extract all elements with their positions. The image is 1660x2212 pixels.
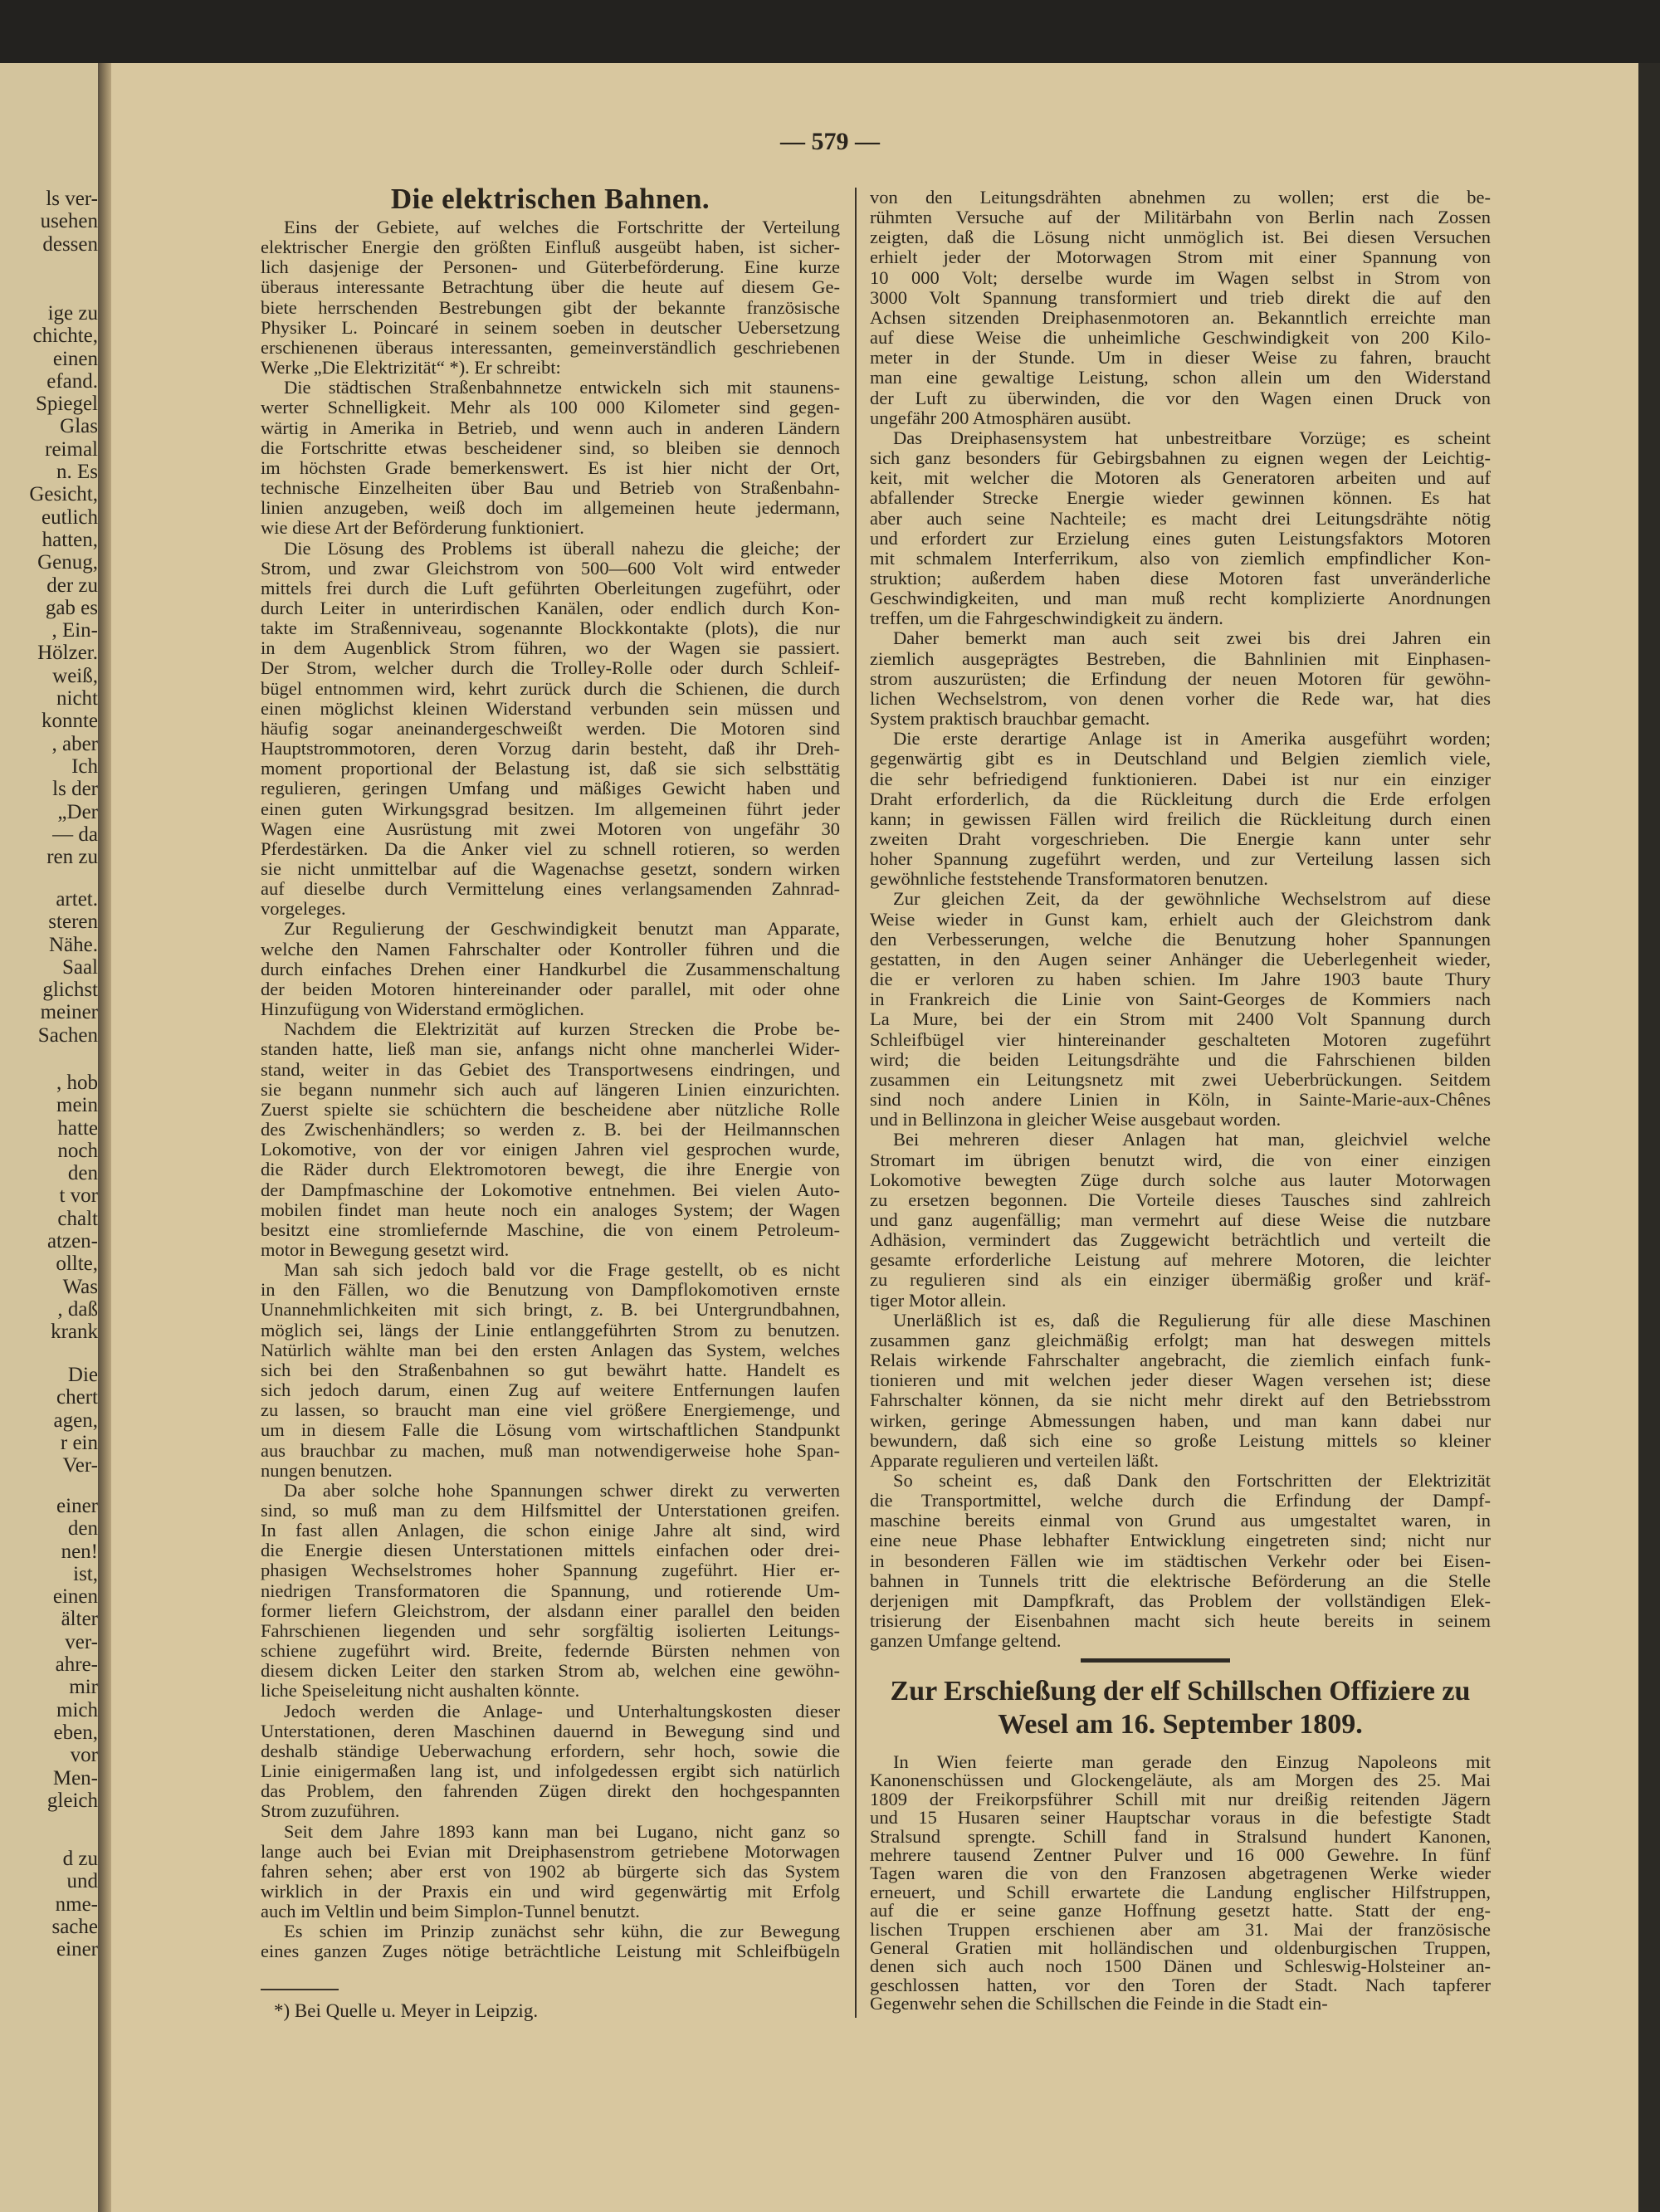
fragment-line: den <box>67 1517 98 1541</box>
text-line: wirken, geringe Abmessungen haben, und man kann dabei nur <box>870 1409 1491 1431</box>
text-line: und 15 Husaren seiner Hauptschar voraus in die befestigte Stadt <box>870 1807 1491 1829</box>
text-line: wird; die beiden Leitungsdrähte und die Fahrschienen bilden <box>870 1048 1491 1070</box>
text-line: wirklich in der Praxis ein und wird gegenwärtig mit Erfolg <box>261 1880 840 1902</box>
text-line: das Problem, den fahrenden Zügen direkt den hochgespannten <box>261 1780 840 1802</box>
fragment-line: Glas <box>60 415 98 438</box>
fragment-line: einer <box>56 1938 98 1961</box>
text-line: linien anzugeben, weiß doch im allgemeinen heute jedermann, <box>261 497 840 519</box>
text-line: kann; in gewissen Fällen wird freilich die Rückleitung durch einen <box>870 808 1491 829</box>
text-line: niedrigen Transformatoren die Spannung, und rotierende Um- <box>261 1580 840 1601</box>
fragment-line: mich <box>56 1698 98 1721</box>
text-line: Jedoch werden die Anlage- und Unterhaltungskosten dieser <box>284 1700 840 1721</box>
article-separator <box>1081 1658 1230 1663</box>
text-line: aus brauchbar zu machen, muß man notwendigerweise hohe Span- <box>261 1439 840 1461</box>
text-line: Gegenwehr sehen die Schillschen die Feinde in die Stadt ein- <box>870 1993 1328 2014</box>
text-line: gestatten, in den Augen seiner Anhänger die Ueberlegenheit wieder, <box>870 948 1491 969</box>
text-line: Es schien im Prinzip zunächst sehr kühn, die zur Bewegung <box>284 1921 840 1942</box>
fragment-line: noch <box>57 1139 98 1162</box>
text-line: Daher bemerkt man auch seit zwei bis drei Jahren ein <box>893 627 1491 649</box>
text-line: technische Einzelheiten über Bau und Betrieb von Straßenbahn- <box>261 477 840 499</box>
fragment-line: ollte, <box>56 1252 98 1276</box>
fragment-line: ren zu <box>46 846 98 869</box>
text-line: lange auch bei Evian mit Dreiphasenstrom getriebene Motorwagen <box>261 1840 840 1862</box>
fragment-line: , hob <box>56 1072 98 1094</box>
text-line: Linie einigermaßen lang ist, und infolgedessen ergibt sich natürlich <box>261 1760 840 1782</box>
fragment-line: reimal <box>45 437 98 461</box>
text-line: strom auszurüsten; die Erfindung der neuen Motoren für gewöhn- <box>870 667 1491 689</box>
paragraph <box>261 1921 840 1961</box>
text-line: mobilen findet man heute noch ein analoges System; der Wagen <box>261 1199 840 1220</box>
left-page-text-fragment <box>51 1848 98 1961</box>
text-line: zusammen ein Leitungsnetz mit zwei Ueberbrückungen. Seitdem <box>870 1068 1491 1090</box>
fragment-line: ahre- <box>55 1653 98 1677</box>
fragment-line: hatte <box>57 1116 98 1140</box>
fragment-line: Hölzer. <box>37 642 98 665</box>
fragment-line: „Der <box>57 800 98 823</box>
text-line: mehrere tausend Zentner Pulver und 16 000 Gewehre. In fünf <box>870 1844 1491 1866</box>
text-line: vorgeleges. <box>261 898 346 920</box>
fragment-line: Gesicht, <box>29 483 98 506</box>
paragraph <box>261 1019 840 1260</box>
text-line: former liefern Gleichstrom, der alsdann einer parallel den beiden <box>261 1599 840 1621</box>
text-line: Weise wieder in Gunst kam, erhielt auch der Gleichstrom dank <box>870 908 1491 930</box>
footnote: *) Bei Quelle u. Meyer in Leipzig. <box>274 2000 539 2021</box>
fragment-line: , Ein- <box>51 619 98 642</box>
scan-right-border <box>1638 63 1660 2212</box>
fragment-line: den <box>67 1162 98 1185</box>
text-line: ungefähr 200 Atmosphären ausübt. <box>870 407 1131 428</box>
scan-top-border <box>0 0 1660 63</box>
text-line: des Zwischenhändlers; so werden z. B. bei der Heilmannschen <box>261 1119 840 1140</box>
text-line: motor in Bewegung gesetzt wird. <box>261 1238 510 1260</box>
text-line: auf die er seine ganze Hoffnung gesetzt hatte. Statt der eng- <box>870 1900 1491 1921</box>
text-line: um in diesem Falle die Lösung vom wirtschaftlichen Standpunkt <box>261 1419 840 1441</box>
fragment-line: eutlich <box>41 505 98 529</box>
text-line: aber auch seine Nachteile; es macht drei Leitungsdrähte nötig <box>870 507 1491 529</box>
text-line: 1809 der Freikorpsführer Schill mit nur dreißig reitenden Jägern <box>870 1788 1491 1809</box>
fragment-line: dessen <box>42 232 98 256</box>
text-line: diesem dicken Leiter den starken Strom ab, welchen eine gewöhn- <box>261 1660 840 1682</box>
text-line: bahnen in Tunnels tritt die elektrische Beförderung an die Stelle <box>870 1570 1491 1591</box>
text-line: möglich sei, längs der Linie entlanggeführten Strom zu benutzen. <box>261 1319 840 1340</box>
fragment-line: steren <box>48 911 98 934</box>
fragment-line: nen! <box>61 1540 98 1563</box>
fragment-line: Die <box>67 1364 98 1386</box>
article-2-title <box>870 1675 1491 1741</box>
fragment-line: Spiegel <box>36 393 98 416</box>
text-line: mit schmalem Interferrikum, also von ziemlich empfindlicher Kon- <box>870 547 1491 569</box>
fragment-line: efand. <box>46 369 98 393</box>
fragment-line: t vor <box>59 1184 98 1208</box>
paragraph <box>870 1311 1491 1471</box>
paragraph <box>261 1702 840 1822</box>
footnote-rule <box>261 1989 339 1990</box>
fragment-line: der zu <box>46 574 98 597</box>
fragment-line: weiß, <box>52 664 98 687</box>
text-line: Unterstationen, deren Maschinen dauernd in Bewegung sind und <box>261 1720 840 1741</box>
text-line: wärtig in Amerika in Betrieb, und wenn auch in anderen Ländern <box>261 417 840 438</box>
text-line: System praktisch brauchbar gemacht. <box>870 708 1150 730</box>
text-line: der Luft zu überwinden, die vor den Wagen einen Druck von <box>870 387 1491 408</box>
fragment-line: mir <box>69 1676 98 1699</box>
fragment-line: Genug, <box>37 551 98 574</box>
text-line: und erfordert zur Erzielung eines guten Leistungsfaktors Motoren <box>870 527 1491 549</box>
paragraph <box>870 729 1491 889</box>
paragraph <box>261 1822 840 1922</box>
fragment-line: hatten, <box>42 528 98 551</box>
text-line: tiger Motor allein. <box>870 1289 1007 1311</box>
paragraph <box>261 1260 840 1481</box>
text-line: in Frankreich die Linie von Saint-Georges de Kommiers nach <box>870 989 1491 1010</box>
text-line: ziemlich ausgeprägtes Bestreben, die Bahnlinien mit Einphasen- <box>870 647 1491 669</box>
text-line: moment proportional der Belastung ist, daß sie sich selbsttätig <box>261 758 840 779</box>
text-line: sich ganz besonders für Gebirgsbahnen zu eignen wegen der Leichtig- <box>870 447 1491 469</box>
text-line: geschlossen hatten, vor den Toren der Stadt. Nach tapferer <box>870 1974 1491 1995</box>
fragment-line: ige zu <box>47 302 98 325</box>
fragment-line: gab es <box>45 596 98 619</box>
text-line: lich dasjenige der Personen- und Güterbeförderung. Eine kurze <box>261 256 840 278</box>
text-line: zu regulieren sind als ein einziger übermäßig großer und kräf- <box>870 1269 1491 1291</box>
fragment-line: chert <box>56 1386 98 1409</box>
text-line: Werke „Die Elektrizität“ *). Er schreibt: <box>261 357 561 378</box>
text-line: nungen benutzen. <box>261 1459 393 1481</box>
article-2-body <box>870 1753 1491 2014</box>
paragraph <box>261 919 840 1019</box>
fragment-line: einer <box>56 1495 98 1517</box>
text-line: besitzt eine stromliefernde Maschine, die von einem Petroleum- <box>261 1218 840 1240</box>
text-line: deshalb ständige Ueberwachung erfordern, sehr hoch, sowie die <box>261 1740 840 1761</box>
text-line: der Dampfmaschine der Lokomotive entnehmen. Bei vielen Auto- <box>261 1179 840 1200</box>
fragment-line: ist, <box>73 1562 98 1585</box>
paragraph <box>870 628 1491 729</box>
fragment-line: glichst <box>42 979 98 1002</box>
text-line: Fahrschalter können, da sie nicht mehr direkt auf den Betriebsstrom <box>870 1389 1491 1411</box>
text-line: regulieren, geringen Umfang und mäßiges Gewicht haben und <box>261 778 840 799</box>
text-line: Da aber solche hohe Spannungen schwer direkt zu verwerten <box>284 1479 840 1501</box>
text-line: Eins der Gebiete, auf welches die Fortschritte der Verteilung <box>284 217 840 237</box>
text-line: häufig sogar aneinandergeschweißt werden. Die Motoren sind <box>261 717 840 739</box>
fragment-line: und <box>66 1870 98 1893</box>
article-title: Die elektrischen Bahnen. <box>390 183 710 215</box>
fragment-line: Saal <box>61 955 98 979</box>
article-2-title-line: Wesel am 16. September 1809. <box>998 1709 1363 1740</box>
fragment-line: chalt <box>57 1207 98 1230</box>
text-line: standen hatte, ließ man sie, anfangs nicht ohne mancherlei Wider- <box>261 1038 840 1060</box>
fragment-line: krank <box>51 1321 98 1344</box>
paragraph <box>870 188 1491 428</box>
text-line: die Transportmittel, welche durch die Erfindung der Dampf- <box>870 1490 1491 1511</box>
text-line: auf diese Weise die unheimliche Geschwindigkeit von 200 Kilo- <box>870 327 1491 349</box>
text-line: Zur gleichen Zeit, da der gewöhnliche Wechselstrom auf diese <box>893 888 1491 910</box>
text-line: Fahrschienen liegenden und sehr sorgfältig isolierten Leitungs- <box>261 1619 840 1641</box>
text-line: Hauptstrommotoren, deren Vorzug darin besteht, daß ihr Dreh- <box>261 738 840 759</box>
fragment-line: Ver- <box>62 1454 98 1477</box>
text-line: Strom, und zwar Gleichstrom von 500—600 Volt wird entweder <box>261 557 840 579</box>
text-line: bewundern, daß sich eine so große Leistung mittels so kleiner <box>870 1429 1491 1451</box>
left-page-text-fragment <box>29 302 98 868</box>
fragment-line: Was <box>62 1275 98 1298</box>
text-line: durch Leiter in unterirdischen Kanälen, oder endlich durch Kon- <box>261 597 840 618</box>
left-page-text-fragment <box>47 1072 98 1344</box>
text-line: erneuert, und Schill erwartete die Landung englischer Hilfstruppen, <box>870 1881 1491 1902</box>
text-line: Kanonenschüssen und Glockengeläute, als am Morgen des 25. Mai <box>870 1770 1491 1791</box>
text-line: Unannehmlichkeiten mit sich bringt, z. B. bei Untergrundbahnen, <box>261 1299 840 1321</box>
fragment-line: artet. <box>56 888 98 911</box>
text-line: zusammen ganz gleichmäßig erfolgt; man hat deswegen mittels <box>870 1329 1491 1350</box>
text-line: Die Lösung des Problems ist überall nahezu die gleiche; der <box>284 537 840 559</box>
paragraph <box>870 1753 1491 2014</box>
article-column-1 <box>261 217 840 1962</box>
text-line: Strom zuzuführen. <box>261 1800 400 1822</box>
fragment-line: usehen <box>40 210 98 233</box>
text-line: sich bei den Straßenbahnen so gut bewährt hatte. Handelt es <box>261 1359 840 1380</box>
text-line: Der Strom, welcher durch die Trolley-Rolle oder durch Schleif- <box>261 657 840 679</box>
text-line: Geschwindigkeiten, und man muß recht komplizierte Anordnungen <box>870 588 1491 609</box>
paragraph <box>261 217 840 378</box>
text-line: auch im Veltlin und beim Simplon-Tunnel benutzt. <box>261 1901 640 1922</box>
text-line: In fast allen Anlagen, die schon einige Jahre alt sind, wird <box>261 1520 840 1541</box>
text-line: Das Dreiphasensystem hat unbestreitbare Vorzüge; es scheint <box>893 427 1491 448</box>
fragment-line: Nähe. <box>49 933 98 956</box>
text-line: Man sah sich jedoch bald vor die Frage gestellt, ob es nicht <box>284 1259 840 1281</box>
left-page-text-fragment <box>47 1495 98 1812</box>
text-line: und in Bellinzona in gleicher Weise ausgebaut worden. <box>870 1109 1282 1130</box>
text-line: Physiker L. Poincaré in seinem soeben in deutscher Uebersetzung <box>261 316 840 338</box>
fragment-line: r ein <box>60 1431 98 1454</box>
fragment-line: älter <box>61 1608 98 1631</box>
text-line: denen sich auch noch 1500 Dänen und Schleswig-Holsteiner an- <box>870 1956 1491 1977</box>
text-line: der beiden Motoren hintereinander oder parallel, mit oder ohne <box>261 978 840 999</box>
text-line: Tagen waren die von den Franzosen abgetragenen Werke wieder <box>870 1863 1491 1884</box>
text-line: Seit dem Jahre 1893 kann man bei Lugano, nicht ganz so <box>284 1820 840 1842</box>
text-line: Draht erforderlich, da die Rückleitung durch die Erde erfolgen <box>870 788 1491 809</box>
page-number: — 579 — <box>780 128 880 155</box>
text-line: mittels frei durch die Luft geführten Oberleitungen zugeführt, oder <box>261 577 840 598</box>
text-line: lichen Wechselstrom, von denen vorher die Rede war, hat dies <box>870 687 1491 709</box>
text-line: Hinzufügung von Widerstand ermöglichen. <box>261 999 584 1020</box>
text-line: fahren sehen; aber erst von 1902 ab bürgerte sich das System <box>261 1860 840 1882</box>
text-line: General Gratien mit holländischen und oldenburgischen Truppen, <box>870 1937 1491 1959</box>
text-line: wie diese Art der Beförderung funktioniert. <box>261 517 584 539</box>
left-page-text-fragment <box>41 188 98 256</box>
fragment-line: chichte, <box>32 325 98 348</box>
text-line: Die städtischen Straßenbahnnetze entwickeln sich mit staunens- <box>284 377 840 398</box>
fragment-line: eben, <box>53 1721 98 1744</box>
text-line: abfallender Strecke Energie wieder gewinnen können. Es hat <box>870 487 1491 509</box>
fragment-line: d zu <box>62 1848 98 1870</box>
text-line: im höchsten Grade bemerkenswert. Es ist hier nicht der Ort, <box>261 457 840 478</box>
text-line: die Fortschritte etwas bescheidener sind, so bleiben sie dennoch <box>261 437 840 458</box>
text-line: und ganz augenfällig; man vermehrt auf diese Weise die nutzbare <box>870 1209 1491 1230</box>
paragraph <box>261 539 840 920</box>
text-line: erschienenen überaus interessanten, gemeinverständlich geschriebenen <box>261 336 840 358</box>
text-line: Schleifbügel vier hintereinander geschalteten Motoren zugeführt <box>870 1028 1491 1050</box>
text-line: zweiten Draht vorgeschrieben. Die Energie kann unter sehr <box>870 828 1491 849</box>
text-line: meter in der Stunde. Um in dieser Weise zu fahren, braucht <box>870 347 1491 369</box>
text-line: struktion; außerdem haben diese Motoren fast unveränderliche <box>870 567 1491 588</box>
fragment-line: atzen- <box>46 1230 98 1253</box>
fragment-line: n. Es <box>56 461 98 484</box>
text-line: phasigen Wechselstromes hoher Spannung zugeführt. Hier er- <box>261 1560 840 1581</box>
text-line: den Verbesserungen, welche die Benutzung hoher Spannungen <box>870 928 1491 950</box>
fragment-line: ls der <box>52 778 98 801</box>
text-line: trisierung der Eisenbahnen macht sich heute bereits in seinem <box>870 1610 1491 1632</box>
text-line: sind, so muß man zu dem Hilfsmittel der Unterstationen greifen. <box>261 1500 840 1521</box>
text-line: Natürlich wählte man bei den ersten Anlagen das System, welches <box>261 1339 840 1360</box>
text-line: Nachdem die Elektrizität auf kurzen Strecken die Probe be- <box>284 1018 840 1040</box>
fragment-line: , aber <box>51 732 98 755</box>
text-line: takte im Straßenniveau, sogenannte Blockkontakte (plots), die nur <box>261 618 840 639</box>
text-line: sie nicht unmittelbar auf die Wagenachse gesetzt, sondern wirken <box>261 858 840 879</box>
fragment-line: Ich <box>71 754 98 778</box>
text-line: derjenigen mit Dampfkraft, das Problem der vollständigen Elek- <box>870 1589 1491 1611</box>
text-line: gesamte erforderliche Leistung auf mehrere Motoren, die leichter <box>870 1249 1491 1271</box>
left-page-text-fragment <box>54 1364 98 1477</box>
text-line: treffen, um die Fahrgeschwindigkeit zu ändern. <box>870 608 1223 629</box>
text-line: in den Fällen, wo die Benutzung von Dampflokomotiven ernste <box>261 1279 840 1301</box>
text-line: Lokomotive, von der vor einigen Jahren viel gesprochen wurde, <box>261 1139 840 1160</box>
text-line: die Räder durch Elektromotoren bewegt, die ihre Energie von <box>261 1159 840 1180</box>
fragment-line: ver- <box>65 1630 98 1653</box>
fragment-line: Men- <box>52 1766 98 1790</box>
text-line: maschine bereits einmal von Grund aus umgestaltet waren, in <box>870 1510 1491 1531</box>
fragment-line: agen, <box>53 1409 98 1432</box>
fragment-line: , daß <box>57 1297 98 1321</box>
text-line: Bei mehreren dieser Anlagen hat man, gleichviel welche <box>893 1129 1491 1150</box>
text-line: durch einfaches Drehen einer Handkurbel die Zusammenschaltung <box>261 958 840 979</box>
text-line: ganzen Umfange geltend. <box>870 1630 1062 1652</box>
text-line: La Mure, bei der ein Strom mit 2400 Volt Spannung durch <box>870 1008 1491 1030</box>
text-line: auf dieselbe durch Vermittelung eines verlangsamenden Zahnrad- <box>261 878 840 900</box>
article-column-2 <box>870 188 1491 1651</box>
text-line: gewöhnliche feststehende Transformatoren benutzen. <box>870 868 1268 890</box>
text-line: zu ersetzen begonnen. Die Vorteile dieses Tausches sind zahlreich <box>870 1189 1491 1210</box>
text-line: zu lassen, so braucht man eine viel größere Energiemenge, und <box>261 1399 840 1421</box>
fragment-line: nme- <box>55 1892 98 1916</box>
text-line: rühmten Versuche auf der Militärbahn von Berlin nach Zossen <box>870 207 1491 228</box>
fragment-line: ls ver- <box>46 188 98 210</box>
text-line: hoher Spannung zugeführt werden, und zur Verteilung lassen sich <box>870 848 1491 870</box>
text-line: stand, weiter in das Gebiet des Transportwesens eindringen, und <box>261 1058 840 1080</box>
text-line: überaus interessante Betrachtung über die heute auf diesem Ge- <box>261 276 840 298</box>
fragment-line: — da <box>52 823 98 846</box>
fragment-line: mein <box>56 1094 98 1117</box>
text-line: Stralsund sprengte. Schill fand in Stralsund hundert Kanonen, <box>870 1825 1491 1847</box>
paragraph <box>870 889 1491 1130</box>
text-line: sind noch andere Linien in Köln, in Sainte-Marie-aux-Chênes <box>870 1089 1491 1111</box>
text-line: Achsen sitzenden Dreiphasenmotoren an. Bekanntlich erreichte man <box>870 306 1491 328</box>
fragment-line: gleich <box>46 1789 98 1812</box>
text-line: eine neue Phase lebhafter Entwicklung eingetreten sind; nicht nur <box>870 1530 1491 1551</box>
text-line: eines ganzen Zuges nötige beträchtliche Leistung mit Schleifbügeln <box>261 1941 840 1962</box>
text-line: in dem Augenblick Strom führen, wo der Wagen sie passiert. <box>261 637 840 659</box>
text-line: 10 000 Volt; derselbe wurde im Wagen selbst in Strom von <box>870 266 1491 288</box>
paragraph <box>870 428 1491 629</box>
text-line: welche den Namen Fahrschalter oder Kontroller führen und die <box>261 938 840 960</box>
text-line: lischen Truppen erschienen aber am 31. Mai der französische <box>870 1918 1491 1940</box>
text-line: Apparate regulieren und verteilen läßt. <box>870 1449 1159 1471</box>
text-line: sie begann nunmehr sich auch auf längeren Linien einzurichten. <box>261 1078 840 1100</box>
paragraph <box>261 1481 840 1702</box>
fragment-line: konnte <box>41 710 98 733</box>
text-line: Relais wirkende Fahrschalter angebracht, die ziemlich einfach funk- <box>870 1350 1491 1371</box>
paragraph <box>261 378 840 538</box>
text-line: erhielt jeder der Motorwagen Strom mit einer Spannung von <box>870 247 1491 268</box>
text-line: In Wien feierte man gerade den Einzug Napoleons mit <box>893 1751 1491 1772</box>
text-line: Unerläßlich ist es, daß die Regulierung für alle diese Maschinen <box>893 1309 1491 1331</box>
text-line: 3000 Volt Spannung transformiert und trieb direkt die auf den <box>870 286 1491 308</box>
text-line: Wagen eine Ausrüstung mit zwei Motoren von ungefähr 30 <box>261 818 840 839</box>
fragment-line: sache <box>51 1915 98 1938</box>
text-line: die er verloren zu haben schien. Im Jahre 1903 baute Thury <box>870 969 1491 990</box>
text-line: Die erste derartige Anlage ist in Amerika ausgeführt worden; <box>893 728 1491 750</box>
text-line: Stromart im übrigen benutzt wird, die von einer einzigen <box>870 1149 1491 1170</box>
text-line: schiene zugeführt wird. Breite, federnde Bürsten nehmen von <box>261 1640 840 1662</box>
text-line: sich jedoch darum, einen Zug auf weitere Entfernungen laufen <box>261 1379 840 1401</box>
text-line: bügel entnommen wird, kehrt zurück durch die Schienen, die durch <box>261 677 840 699</box>
fragment-line: einen <box>52 347 98 370</box>
fragment-line: meiner <box>40 1001 98 1024</box>
article-2-title-line: Zur Erschießung der elf Schillschen Offiziere zu <box>890 1676 1471 1707</box>
text-line: einen möglichst kleinen Widerstand verbunden sein müssen und <box>261 697 840 719</box>
text-line: Adhäsion, vermindert das Zuggewicht beträchtlich und verteilt die <box>870 1229 1491 1251</box>
book-gutter <box>98 63 111 2212</box>
text-line: So scheint es, daß Dank den Fortschritten der Elektrizität <box>893 1470 1491 1491</box>
text-line: tionieren und mit welchen jeder dieser Wagen versehen ist; diese <box>870 1370 1491 1391</box>
text-line: biete herrschenden Bestrebungen gibt der bekannte französische <box>261 296 840 318</box>
text-line: man eine gewaltige Leistung, schon allein um den Widerstand <box>870 367 1491 388</box>
text-line: Zuerst spielte sie schüchtern die bescheidene aber nützliche Rolle <box>261 1098 840 1120</box>
text-line: zeigten, daß die Lösung nicht unmöglich ist. Bei diesen Versuchen <box>870 227 1491 248</box>
text-line: in besonderen Fällen wie im städtischen Verkehr oder bei Eisen- <box>870 1550 1491 1571</box>
paragraph <box>870 1130 1491 1310</box>
fragment-line: vor <box>70 1744 98 1767</box>
fragment-line: einen <box>52 1585 98 1609</box>
text-line: liche Speiseleitung nicht aushalten könnte. <box>261 1680 580 1702</box>
text-line: Lokomotive bewegten Züge durch solche aus lauter Motorwagen <box>870 1169 1491 1190</box>
left-page-text-fragment <box>38 888 98 1047</box>
text-line: keit, mit welcher die Motoren als Generatoren arbeiten und auf <box>870 467 1491 489</box>
column-divider <box>855 188 857 2018</box>
text-line: die Energie diesen Unterstationen mittels einfachen oder drei- <box>261 1540 840 1561</box>
left-page-edge <box>0 63 101 2212</box>
text-line: einen guten Wirkungsgrad besitzen. Im allgemeinen führt jeder <box>261 798 840 819</box>
text-line: von den Leitungsdrähten abnehmen zu wollen; erst die be- <box>870 187 1491 208</box>
fragment-line: Sachen <box>37 1023 98 1047</box>
text-line: Zur Regulierung der Geschwindigkeit benutzt man Apparate, <box>284 918 840 940</box>
text-line: die sehr befriedigend funktionieren. Dabei ist nur ein einziger <box>870 768 1491 789</box>
paragraph <box>870 1471 1491 1651</box>
text-line: Pferdestärken. Da die Anker viel zu schnell rotieren, so werden <box>261 837 840 859</box>
text-line: elektrischer Energie den größten Einfluß ausgeübt haben, ist sicher- <box>261 237 840 258</box>
fragment-line: nicht <box>56 687 98 710</box>
text-line: gegenwärtig gibt es in Deutschland und Belgien ziemlich viele, <box>870 748 1491 769</box>
text-line: werter Schnelligkeit. Mehr als 100 000 Kilometer sind gegen- <box>261 397 840 418</box>
